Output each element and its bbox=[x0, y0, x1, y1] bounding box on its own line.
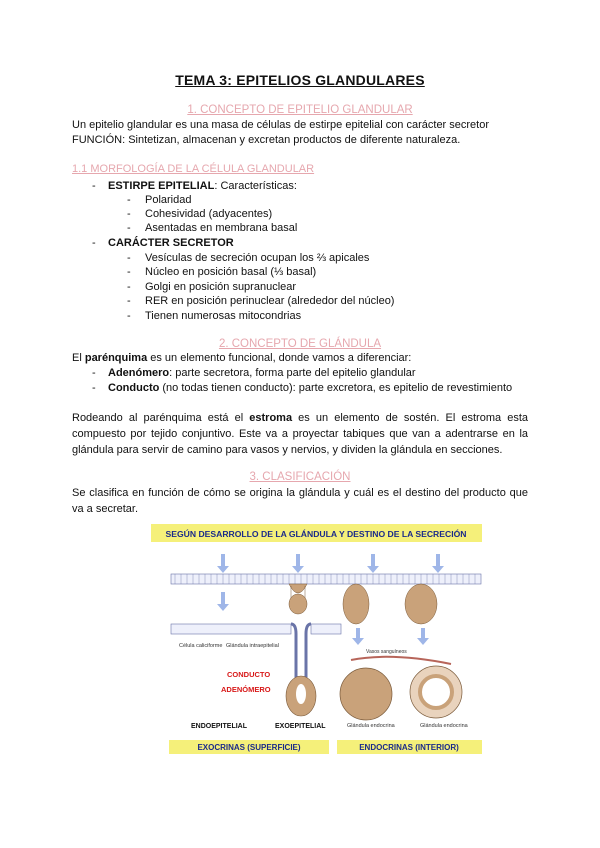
adenomero-rest: : parte secretora, forma parte del epitelio glandular bbox=[169, 367, 416, 379]
endocrine-glands bbox=[340, 657, 462, 720]
bullet-dash: - bbox=[92, 382, 96, 394]
sub-dash: - bbox=[127, 295, 131, 307]
sub-dash: - bbox=[127, 194, 131, 206]
label-vasos: Vasos sanguíneos bbox=[366, 649, 407, 655]
bullet-dash: - bbox=[92, 237, 96, 249]
caracter-item-4: RER en posición perinuclear (alrededor del núcleo) bbox=[145, 295, 395, 307]
sub-dash: - bbox=[127, 222, 131, 234]
para-a: Rodeando al parénquima está el bbox=[72, 412, 250, 424]
caracter-item-2: Núcleo en posición basal (⅓ basal) bbox=[145, 266, 317, 278]
label-gl-endocrina-1: Glándula endocrina bbox=[347, 723, 395, 729]
estirpe-item-3: Asentadas en membrana basal bbox=[145, 222, 298, 234]
estirpe-item-2: Cohesividad (adyacentes) bbox=[145, 208, 273, 220]
estirpe-bold: ESTIRPE EPITELIAL bbox=[108, 180, 215, 192]
label-exoepitelial: EXOEPITELIAL bbox=[275, 723, 326, 730]
section-3-heading: 3. CLASIFICACIÓN bbox=[249, 471, 351, 483]
adenomero-item bbox=[108, 367, 416, 379]
classification-figure bbox=[151, 524, 482, 756]
caracter-item bbox=[108, 237, 234, 249]
section-1-1-heading: 1.1 MORFOLOGÍA DE LA CÉLULA GLANDULAR bbox=[72, 163, 315, 175]
conducto-bold: Conducto bbox=[108, 382, 160, 394]
intro-b: es un elemento funcional, donde vamos a diferenciar: bbox=[147, 352, 412, 364]
estirpe-item-1: Polaridad bbox=[145, 194, 192, 206]
figure-header-text: SEGÚN DESARROLLO DE LA GLÁNDULA Y DESTINO DE LA SECRECIÓN bbox=[165, 529, 467, 539]
section-2-intro bbox=[72, 352, 411, 364]
estroma-line-2: compuesto por tejido conjuntivo. Este va a proyectar tabiques que van a adentrarse en la bbox=[72, 428, 528, 440]
top-epithelium bbox=[171, 574, 481, 584]
page-title: TEMA 3: EPITELIOS GLANDULARES bbox=[175, 72, 425, 88]
sub-dash: - bbox=[127, 281, 131, 293]
section-3-line-1: Se clasifica en función de cómo se origina la glándula y cuál es el destino del producto que bbox=[72, 487, 528, 499]
estroma-line-3: glándula para servir de camino para vasos y nervios, y dividen la glándula en secciones. bbox=[72, 444, 503, 456]
label-glandula-intra: Glándula intraepitelial bbox=[226, 643, 279, 649]
sub-dash: - bbox=[127, 208, 131, 220]
adenomero-bold: Adenómero bbox=[108, 367, 170, 379]
arrows-row-1 bbox=[217, 554, 444, 573]
sub-dash: - bbox=[127, 310, 131, 322]
sub-dash: - bbox=[127, 252, 131, 264]
arrows-row-2 bbox=[217, 592, 429, 645]
bullet-dash: - bbox=[92, 367, 96, 379]
section-2-heading: 2. CONCEPTO DE GLÁNDULA bbox=[218, 338, 382, 350]
label-endoepitelial: ENDOEPITELIAL bbox=[191, 723, 248, 730]
section-1-line-1: Un epitelio glandular es una masa de células de estirpe epitelial con carácter secretor bbox=[72, 119, 490, 131]
section-3-line-2: va a secretar. bbox=[72, 503, 139, 515]
conducto-rest: (no todas tienen conducto): parte excretora, es epitelio de revestimiento bbox=[159, 382, 513, 394]
label-adenomero: ADENÓMERO bbox=[221, 685, 271, 694]
label-exocrinas: EXOCRINAS (SUPERFICIE) bbox=[197, 743, 301, 752]
classification-diagram bbox=[151, 524, 482, 756]
label-conducto: CONDUCTO bbox=[227, 670, 271, 679]
section-3-text bbox=[72, 485, 528, 517]
estroma-line-1 bbox=[72, 410, 528, 426]
estroma-paragraph bbox=[72, 410, 528, 458]
section-1-line-2: FUNCIÓN: Sintetizan, almacenan y excretan productos de diferente naturaleza. bbox=[72, 134, 461, 146]
label-endocrinas: ENDOCRINAS (INTERIOR) bbox=[359, 743, 459, 752]
buds-row-1 bbox=[289, 584, 437, 624]
caracter-bold: CARÁCTER SECRETOR bbox=[108, 237, 234, 249]
intro-a: El bbox=[72, 352, 85, 364]
section-1-heading: 1. CONCEPTO DE EPITELIO GLANDULAR bbox=[187, 104, 413, 116]
conducto-item bbox=[108, 382, 512, 394]
estirpe-rest: : Características: bbox=[214, 180, 297, 192]
parenquima-bold: parénquima bbox=[84, 352, 148, 364]
caracter-item-1: Vesículas de secreción ocupan los ⅔ apicales bbox=[145, 252, 370, 264]
estroma-bold: estroma bbox=[249, 412, 293, 424]
label-gl-endocrina-2: Glándula endocrina bbox=[420, 723, 468, 729]
estirpe-item bbox=[108, 180, 297, 192]
caracter-item-5: Tienen numerosas mitocondrias bbox=[145, 310, 302, 322]
para-c: es un elemento de sostén. El estroma esta bbox=[292, 412, 528, 424]
bullet-dash: - bbox=[92, 180, 96, 192]
sub-dash: - bbox=[127, 266, 131, 278]
caracter-item-3: Golgi en posición supranuclear bbox=[145, 281, 297, 293]
label-celula: Célula caliciforme bbox=[179, 643, 223, 649]
